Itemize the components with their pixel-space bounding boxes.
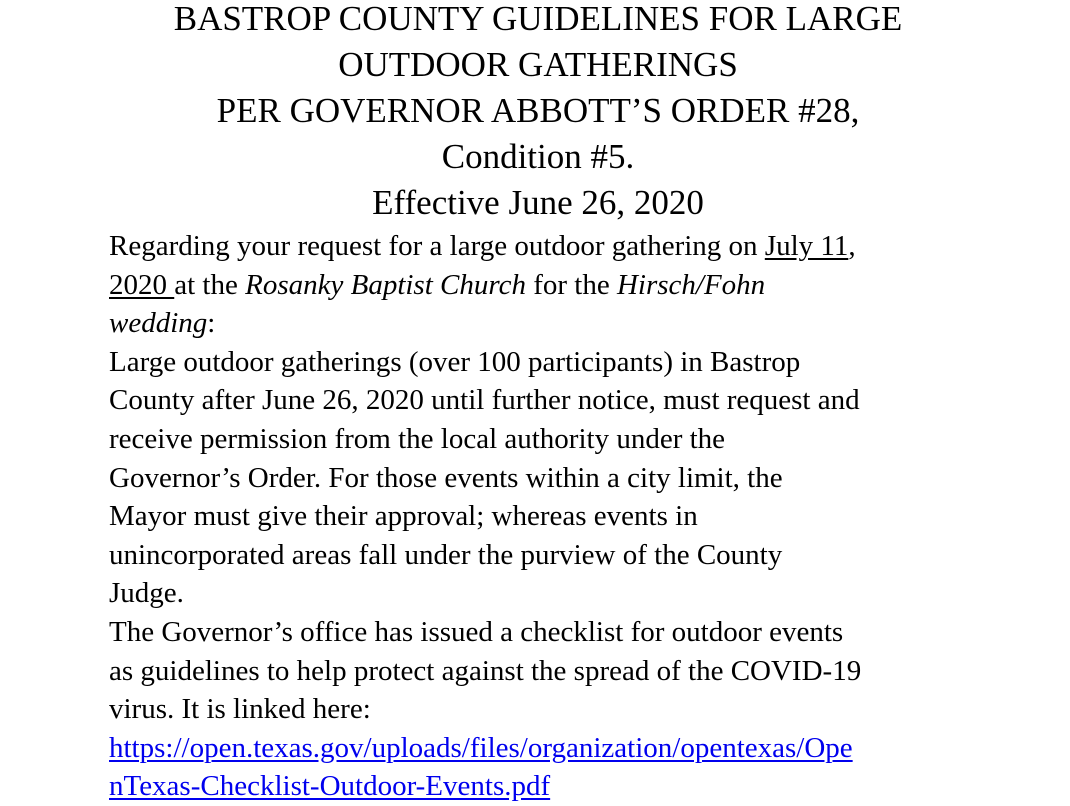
checklist-link-line-1[interactable]: https://open.texas.gov/uploads/files/organization/opentexas/Ope: [109, 731, 853, 764]
gatherings-paragraph: [109, 343, 1009, 613]
request-line-3: [109, 304, 1009, 343]
request-for-the: for the: [525, 268, 617, 301]
title-line-2: OUTDOOR GATHERINGS: [338, 45, 738, 84]
paragraph-line: The Governor’s office has issued a checklist for outdoor events: [109, 615, 844, 648]
title-line-4: Condition #5.: [441, 137, 635, 176]
paragraph-line: as guidelines to help protect against the spread of the COVID-19: [109, 654, 862, 687]
paragraph-line: receive permission from the local authority under the: [109, 422, 726, 455]
checklist-link[interactable]: [109, 729, 1009, 806]
title-line-1: BASTROP COUNTY GUIDELINES FOR LARGE: [173, 0, 903, 38]
paragraph-line: Judge.: [109, 577, 184, 610]
title-line-effective-date: Effective June 26, 2020: [372, 183, 704, 222]
request-at-the: at the: [174, 268, 246, 301]
paragraph-line: unincorporated areas fall under the purview of the County: [109, 538, 783, 571]
checklist-paragraph: [109, 613, 1009, 729]
request-colon: :: [207, 307, 216, 340]
request-line-2: [109, 266, 1009, 305]
request-event-name: Hirsch/Fohn: [616, 268, 766, 301]
request-date-month-day: July 11: [764, 230, 849, 262]
paragraph-line: County after June 26, 2020 until further notice, must request and: [109, 384, 860, 417]
request-paragraph: [109, 227, 1009, 343]
request-date-year: 2020: [109, 268, 175, 301]
document-body: [109, 227, 1009, 806]
request-venue: Rosanky Baptist Church: [245, 268, 526, 301]
request-date-comma: ,: [848, 230, 856, 262]
request-event-type: wedding: [109, 307, 208, 340]
paragraph-line: Mayor must give their approval; whereas events in: [109, 500, 698, 533]
title-line-3: PER GOVERNOR ABBOTT’S ORDER #28,: [216, 91, 860, 130]
document-title: [0, 0, 1070, 226]
request-line-1: [109, 227, 1009, 266]
request-prefix: Regarding your request for a large outdoor gathering on: [109, 230, 765, 262]
paragraph-line: Large outdoor gatherings (over 100 participants) in Bastrop: [109, 345, 801, 378]
paragraph-line: virus. It is linked here:: [109, 693, 371, 726]
paragraph-line: Governor’s Order. For those events within a city limit, the: [109, 461, 783, 494]
checklist-link-line-2[interactable]: nTexas-Checklist-Outdoor-Events.pdf: [109, 770, 551, 803]
